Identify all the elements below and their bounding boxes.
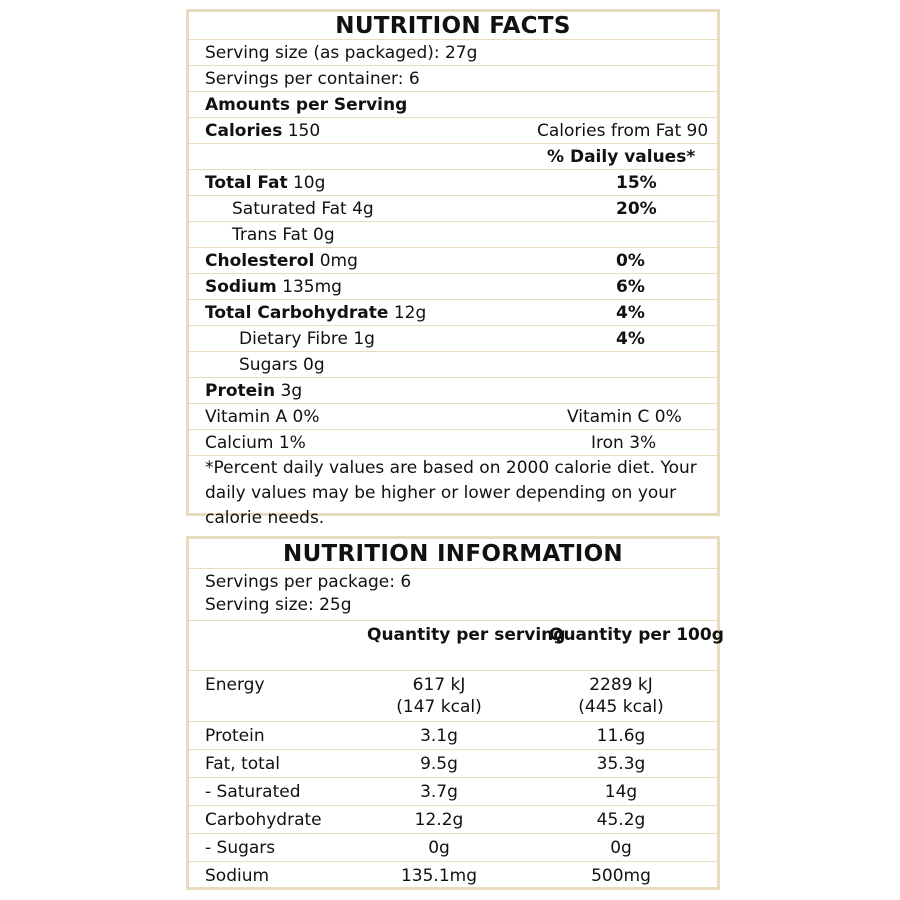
energy-label: Energy [205,675,265,695]
vitamin-c: Vitamin C 0% [567,407,682,427]
facts-title: NUTRITION FACTS [189,12,717,40]
footnote: *Percent daily values are based on 2000 calorie diet. Your daily values may be higher or lower depending on your calorie needs. [205,458,697,528]
info-row [189,806,717,834]
nutrient-pct: 0% [616,251,645,271]
info-row-100g: 14g [604,782,638,802]
nutrient-amount: 3g [280,381,303,401]
energy-serving-kcal: (147 kcal) [396,697,482,717]
nutrient-row [189,248,717,274]
info-row-100g: 35.3g [596,754,646,774]
nutrient-amount: 12g [393,303,427,323]
nutrient-pct: 6% [616,277,645,297]
nutrient-amount: 0g [313,225,335,245]
col-header-100g: Quantity per 100g [549,625,724,645]
info-title: NUTRITION INFORMATION [189,539,717,569]
info-row [189,750,717,778]
info-serving-size: Serving size: 25g [205,595,352,615]
info-row-label: Carbohydrate [205,810,322,830]
info-row [189,834,717,862]
info-row-label: - Sugars [205,838,276,858]
nutrient-label: Total Fat [205,173,288,193]
servings-per-package: Servings per package: 6 [205,572,412,592]
nutrient-row [189,352,717,378]
nutrient-label: Total Carbohydrate [205,303,389,323]
amounts-header-row [189,92,717,118]
info-row-100g: 0g [610,838,632,858]
nutrient-pct: 20% [616,199,657,219]
nutrient-pct: 15% [616,173,657,193]
info-row-100g: 45.2g [596,810,646,830]
info-row-serving: 135.1mg [400,866,478,886]
info-row [189,862,717,890]
nutrient-row [189,196,717,222]
nutrient-label: Sodium [205,277,277,297]
facts-servings-row [189,66,717,92]
nutrient-label: Trans Fat [232,225,308,245]
info-row [189,778,717,806]
nutrient-row [189,274,717,300]
info-header-row [189,621,724,671]
info-row-serving: 0g [428,838,450,858]
info-row-label: - Saturated [205,782,301,802]
nutrient-row [189,222,717,248]
nutrient-pct: 4% [616,303,645,323]
vitamin-a: Vitamin A 0% [205,407,320,427]
nutrient-row [189,326,717,352]
daily-values-header-row [189,144,717,170]
energy-100g-kcal: (445 kcal) [578,697,664,717]
col-header-serving: Quantity per serving [367,625,566,645]
nutrient-row [189,170,717,196]
amounts-per-serving: Amounts per Serving [205,95,408,115]
nutrient-amount: 4g [352,199,374,219]
calories-from-fat: Calories from Fat 90 [537,121,709,141]
vitamins-row [189,404,717,430]
nutrient-amount: 1g [353,329,375,349]
calcium: Calcium 1% [205,433,306,453]
footnote-row [189,456,717,528]
info-row-100g: 11.6g [596,726,646,746]
info-meta-row [189,569,717,621]
serving-size: Serving size (as packaged): 27g [205,43,478,63]
nutrient-row [189,378,717,404]
calories-row [189,118,717,144]
nutrient-label: Cholesterol [205,251,315,271]
nutrient-label: Protein [205,381,276,401]
nutrient-amount: 135mg [282,277,342,297]
info-row-100g: 500mg [591,866,651,886]
servings-per-container: Servings per container: 6 [205,69,420,89]
nutrient-label: Saturated Fat [232,199,347,219]
energy-serving-kj: 617 kJ [412,675,466,695]
daily-values-header: % Daily values* [547,147,696,167]
info-row-label: Sodium [205,866,270,886]
nutrient-label: Sugars [239,355,298,375]
nutrient-row [189,300,717,326]
info-row-label: Protein [205,726,265,746]
info-energy-row [189,671,717,722]
nutrient-amount: 0mg [319,251,358,271]
calories-label: Calories [205,121,283,141]
calories [205,118,320,144]
info-row-serving: 12.2g [414,810,464,830]
minerals-row [189,430,717,456]
info-row-serving: 3.1g [420,726,458,746]
nutrient-amount: 0g [303,355,325,375]
calories-value: 150 [287,121,321,141]
info-row [189,722,717,750]
iron: Iron 3% [591,433,657,453]
info-row-serving: 3.7g [420,782,458,802]
nutrition-facts-panel [186,9,720,528]
info-row-serving: 9.5g [420,754,458,774]
energy-100g-kj: 2289 kJ [589,675,653,695]
nutrient-pct: 4% [616,329,645,349]
facts-serving-size-row [189,40,717,66]
nutrient-amount: 10g [292,173,326,193]
info-row-label: Fat, total [205,754,280,774]
nutrition-information-panel [186,536,724,890]
nutrient-label: Dietary Fibre [239,329,348,349]
